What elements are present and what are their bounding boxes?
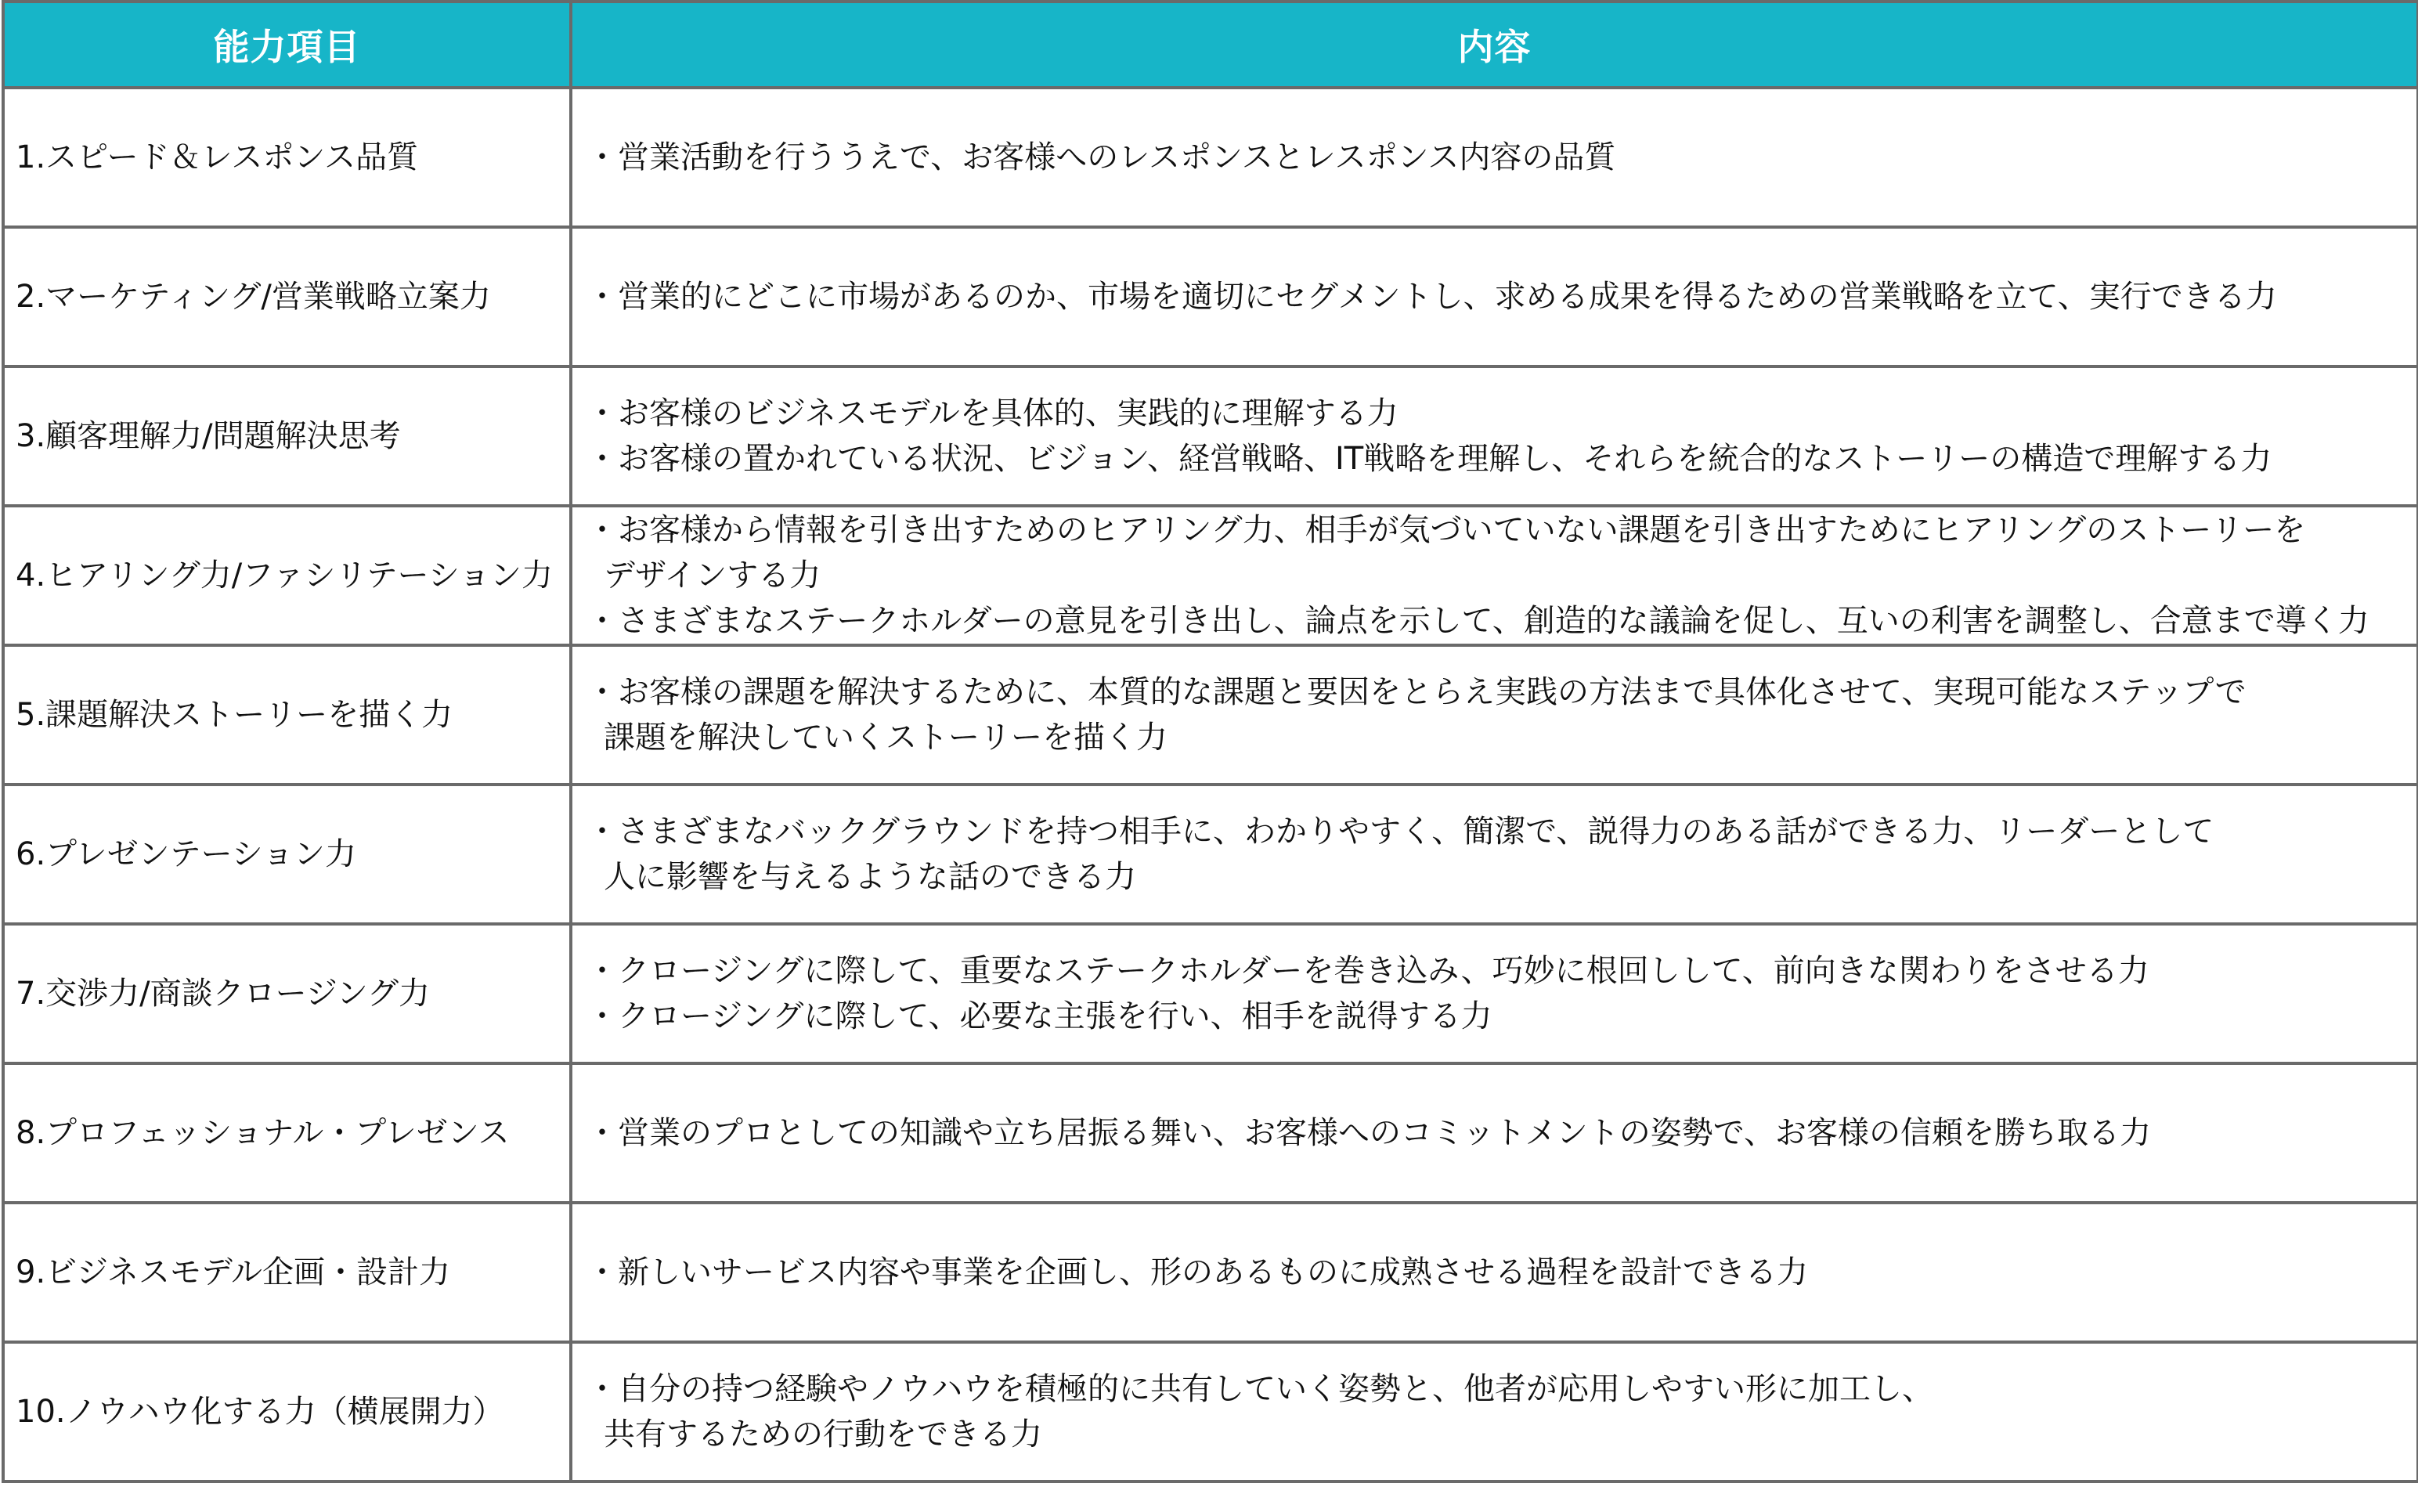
description-line: ・営業活動を行ううえで、お客様へのレスポンスとレスポンス内容の品質 [586, 139, 1616, 175]
table-row [3, 645, 2418, 785]
ability-description [571, 506, 2418, 645]
table-header-row [3, 2, 2418, 88]
description-line: デザインする力 [604, 558, 821, 594]
ability-item: 2.マーケティング/営業戦略立案力 [3, 227, 571, 366]
table-row [3, 785, 2418, 924]
ability-item: 9.ビジネスモデル企画・設計力 [3, 1203, 571, 1342]
description-line: ・営業のプロとしての知識や立ち居振る舞い、お客様へのコミットメントの姿勢で、お客様の信頼を勝ち取る力 [586, 1115, 2151, 1151]
ability-description [571, 785, 2418, 924]
ability-description [571, 366, 2418, 506]
table-row [3, 1063, 2418, 1203]
column-header-content: 内容 [571, 2, 2418, 88]
table-row [3, 506, 2418, 645]
ability-description [571, 88, 2418, 227]
description-line: ・お客様から情報を引き出すためのヒアリング力、相手が気づいていない課題を引き出すためにヒアリングのストーリーを [586, 512, 2306, 548]
ability-description [571, 645, 2418, 785]
description-line: ・新しいサービス内容や事業を企画し、形のあるものに成熟させる過程を設計できる力 [586, 1254, 1808, 1290]
table-row [3, 924, 2418, 1063]
table-row [3, 1342, 2418, 1481]
description-line: 課題を解決していくストーリーを描く力 [604, 720, 1167, 756]
description-line: 人に影響を与えるような話のできる力 [604, 859, 1136, 895]
description-line: ・クロージングに際して、必要な主張を行い、相手を説得する力 [586, 998, 1492, 1034]
ability-description [571, 227, 2418, 366]
description-line: ・お客様の置かれている状況、ビジョン、経営戦略、IT戦略を理解し、それらを統合的なストーリーの構造で理解する力 [586, 441, 2272, 477]
description-line: ・クロージングに際して、重要なステークホルダーを巻き込み、巧妙に根回しして、前向きな関わりをさせる力 [586, 953, 2149, 989]
ability-item: 10.ノウハウ化する力（横展開力） [3, 1342, 571, 1481]
ability-item: 3.顧客理解力/問題解決思考 [3, 366, 571, 506]
ability-item: 5.課題解決ストーリーを描く力 [3, 645, 571, 785]
table-row [3, 227, 2418, 366]
table-row [3, 88, 2418, 227]
ability-description [571, 1063, 2418, 1203]
description-line: ・さまざまなステークホルダーの意見を引き出し、論点を示して、創造的な議論を促し、互いの利害を調整し、合意まで導く力 [586, 603, 2369, 639]
ability-description [571, 924, 2418, 1063]
column-header-ability: 能力項目 [3, 2, 571, 88]
ability-item: 8.プロフェッショナル・プレゼンス [3, 1063, 571, 1203]
ability-item: 7.交渉力/商談クロージング力 [3, 924, 571, 1063]
description-line: 共有するための行動をできる力 [604, 1416, 1042, 1452]
description-line: ・お客様の課題を解決するために、本質的な課題と要因をとらえ実践の方法まで具体化させて、実現可能なステップで [586, 674, 2247, 710]
description-line: ・自分の持つ経験やノウハウを積極的に共有していく姿勢と、他者が応用しやすい形に加工し、 [586, 1371, 1933, 1407]
description-line: ・お客様のビジネスモデルを具体的、実践的に理解する力 [586, 395, 1398, 431]
ability-item: 4.ヒアリング力/ファシリテーション力 [3, 506, 571, 645]
description-line: ・営業的にどこに市場があるのか、市場を適切にセグメントし、求める成果を得るための営業戦略を立て、実行できる力 [586, 279, 2277, 315]
description-line: ・さまざまなバックグラウンドを持つ相手に、わかりやすく、簡潔で、説得力のある話ができる力、リーダーとして [586, 814, 2214, 850]
ability-item: 6.プレゼンテーション力 [3, 785, 571, 924]
ability-description [571, 1203, 2418, 1342]
table-row [3, 1203, 2418, 1342]
ability-item: 1.スピード＆レスポンス品質 [3, 88, 571, 227]
table-row [3, 366, 2418, 506]
skills-table [2, 0, 2418, 1483]
ability-description [571, 1342, 2418, 1481]
